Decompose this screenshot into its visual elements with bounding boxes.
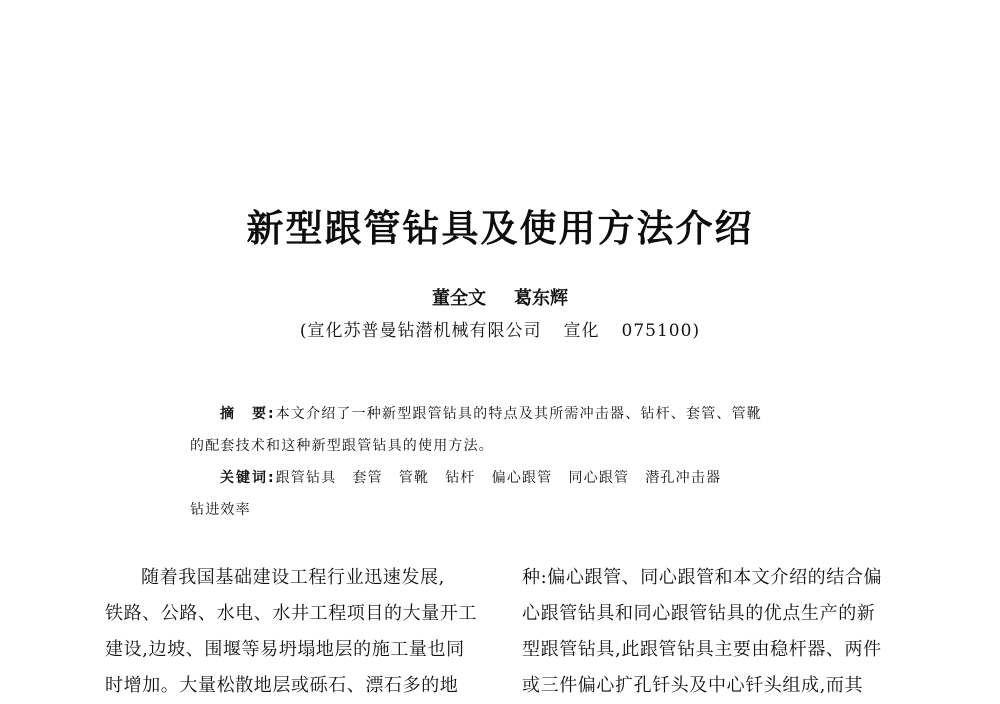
author-name: 葛东辉: [514, 288, 568, 309]
affiliation-org: 宣化苏普曼钻潜机械有限公司: [307, 321, 542, 341]
keywords-line: [190, 462, 820, 494]
body-line: 型跟管钻具,此跟管钻具主要由稳杆器、两件: [522, 639, 882, 660]
keyword: 潜孔冲击器: [645, 470, 722, 486]
paper-title: 新型跟管钻具及使用方法介绍: [246, 206, 754, 250]
keyword: 偏心跟管: [491, 470, 553, 486]
body-line: 种:偏心跟管、同心跟管和本文介绍的结合偏: [522, 567, 883, 588]
abstract-text: 的配套技术和这种新型跟管钻具的使用方法。: [190, 438, 494, 454]
keyword: 跟管钻具: [275, 470, 337, 486]
body-line: 或三件偏心扩孔钎头及中心钎头组成,而其: [522, 675, 864, 696]
keywords-label: 关键词:: [220, 470, 276, 486]
keywords-line: [190, 494, 820, 526]
affiliation: (宣化苏普曼钻潜机械有限公司 宣化 075100): [299, 321, 701, 341]
abstract-block: [190, 398, 820, 526]
body-column-right: [522, 560, 922, 704]
author-list: [0, 287, 1000, 311]
body-line: 铁路、公路、水电、水井工程项目的大量开工: [105, 603, 477, 624]
abstract-line: [190, 398, 820, 430]
body-column-left: [105, 560, 505, 704]
keyword: 钻杆: [445, 470, 476, 486]
body-line: 时增加。大量松散地层或砾石、漂石多的地: [105, 675, 459, 696]
body-line: 建设,边坡、围堰等易坍塌地层的施工量也同: [105, 639, 465, 660]
keyword: 同心跟管: [568, 470, 630, 486]
keyword: 套管: [352, 470, 383, 486]
affiliation-city: 宣化: [563, 321, 600, 341]
keyword: 钻进效率: [190, 502, 251, 518]
author-name: 董全文: [432, 288, 486, 309]
body-line: 随着我国基础建设工程行业迅速发展,: [141, 567, 445, 588]
affiliation-postcode: 075100: [621, 321, 693, 341]
abstract-label: 摘 要:: [220, 406, 276, 422]
abstract-line: [190, 430, 820, 462]
keyword: 管靴: [398, 470, 430, 486]
body-line: 心跟管钻具和同心跟管钻具的优点生产的新: [522, 603, 876, 624]
abstract-text: 本文介绍了一种新型跟管钻具的特点及其所需冲击器、钻杆、套管、管靴: [275, 406, 763, 422]
